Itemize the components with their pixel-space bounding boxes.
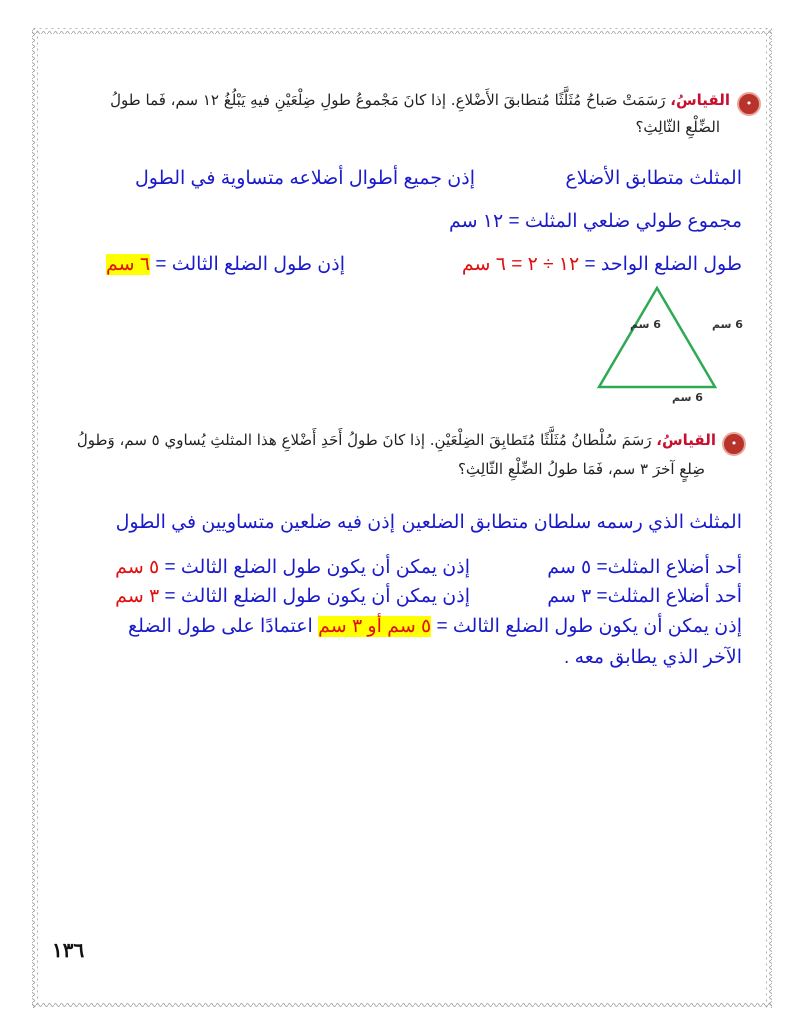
answer-2-row-3-left xyxy=(547,585,742,608)
final-answer-continuation: الآخر الذي يطابق معه . xyxy=(564,647,742,668)
question-1-text: رَسَمَتْ صَباحُ مُثَلَّثًا مُتطابقَ الأَضْلاعِ. إذا كانَ مَجْموعُ طولِ ضِلْعَيْنِ فيهِ يَبْلُغُ ١٢ سم، فَما طولُ xyxy=(110,91,666,109)
equilateral-triangle-figure xyxy=(590,280,743,405)
answer-2-row-1-right xyxy=(116,511,395,534)
answer-2-row-2-right xyxy=(115,556,470,579)
side-3-statement: أحد أضلاع المثلث= ٣ سم xyxy=(547,586,742,607)
page-number: ١٣٦ xyxy=(52,938,85,962)
answer-2-row-4 xyxy=(128,615,742,638)
question-1-line-1 xyxy=(70,91,730,109)
answer-1-row-3-right xyxy=(106,253,345,276)
side-5-answer: ٥ سم xyxy=(115,557,160,578)
answer-1-conclusion: إذن جميع أطوال أضلاعه متساوية في الطول xyxy=(134,168,475,189)
question-1-badge: • xyxy=(737,92,761,116)
answer-1-row-2 xyxy=(449,210,742,233)
side-length-calc: ١٢ ÷ ٢ = ٦ سم xyxy=(461,254,580,275)
side-5-statement: أحد أضلاع المثلث= ٥ سم xyxy=(547,557,742,578)
final-answer-label: إذن يمكن أن يكون طول الضلع الثالث = xyxy=(431,616,742,637)
question-2-line-1 xyxy=(76,431,716,449)
answer-2-statement: المثلث الذي رسمه سلطان متطابق الضلعين xyxy=(401,512,742,533)
answer-2-row-2-left xyxy=(547,556,742,579)
question-2-line-2 xyxy=(105,460,705,478)
side-5-conclusion: إذن يمكن أن يكون طول الضلع الثالث = xyxy=(159,557,470,578)
answer-2-row-3-right xyxy=(115,585,470,608)
triangle-shape xyxy=(599,288,715,387)
triangle-right-label: 6 سم xyxy=(712,318,743,331)
question-2-text-2: ضِلعٍ آخرَ ٣ سم، فَمَا طولُ الضِّلْعِ الثّالِثِ؟ xyxy=(457,460,705,478)
triangle-left-label: 6 سم xyxy=(630,318,661,331)
answer-1-statement: المثلث متطابق الأضلاع xyxy=(565,168,742,189)
question-1-label: القياسُ، xyxy=(670,91,730,109)
answer-1-row-1-right xyxy=(135,167,475,190)
side-length-label: طول الضلع الواحد = xyxy=(579,254,742,275)
answer-2-row-5 xyxy=(564,646,742,669)
question-2-label: القياسُ، xyxy=(656,431,716,449)
question-1-text-2: الضِّلْعِ الثّالِثِ؟ xyxy=(635,118,720,136)
triangle-bottom-label: 6 سم xyxy=(672,391,703,404)
answer-1-row-1-left xyxy=(565,167,742,190)
question-1-line-2 xyxy=(120,118,720,136)
third-side-label: إذن طول الضلع الثالث = xyxy=(150,254,345,275)
answer-1-sum: مجموع طولي ضلعي المثلث = ١٢ سم xyxy=(448,211,742,232)
answer-2-row-1-left xyxy=(402,511,742,534)
side-3-conclusion: إذن يمكن أن يكون طول الضلع الثالث = xyxy=(159,586,470,607)
question-2-badge: • xyxy=(722,432,746,456)
final-answer-condition: اعتمادًا على طول الضلع xyxy=(127,616,319,637)
question-2-text: رَسَمَ سُلْطانُ مُثَلَّثًا مُتَطابِقَ الضِلْعَيْنِ. إذا كانَ طولُ أَحَدِ أَضْلاعِ هذا المثلثِ يُساوي ٥ سم، وَطولُ xyxy=(76,431,652,449)
final-answer-values: ٥ سم أو ٣ سم xyxy=(318,616,432,637)
answer-2-conclusion: إذن فيه ضلعين متساويين في الطول xyxy=(115,512,395,533)
side-3-answer: ٣ سم xyxy=(115,586,160,607)
answer-1-row-3-left xyxy=(462,253,742,276)
third-side-answer: ٦ سم xyxy=(106,254,151,275)
